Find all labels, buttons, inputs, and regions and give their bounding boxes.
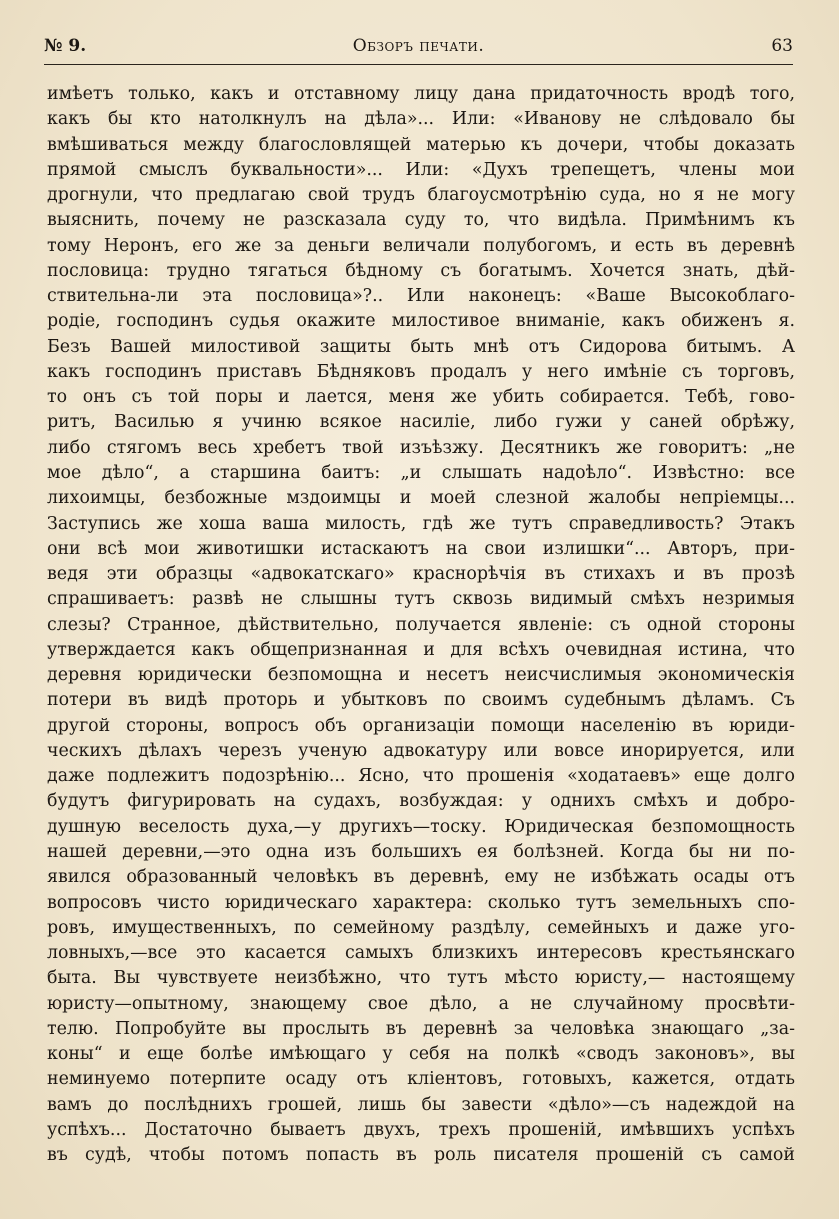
text-line: потери въ видѣ проторь и убытковъ по своимъ судебнымъ дѣламъ. Съ (47, 690, 795, 711)
page-header (44, 33, 793, 59)
text-line: выяснить, почему не разсказала суду то, что видѣла. Примѣнимъ къ (47, 210, 795, 231)
text-line: быта. Вы чувствуете неизбѣжно, что тутъ мѣсто юристу,— настоящему (47, 968, 795, 989)
text-line: вмѣшиваться между благословлящей матерью къ дочери, чтобы доказать (47, 134, 795, 155)
text-line: неминуемо потерпите осаду отъ кліентовъ, готовыхъ, кажется, отдать (47, 1069, 795, 1090)
text-line: даже подлежитъ подозрѣнію... Ясно, что прошенія «ходатаевъ» еще долго (47, 766, 795, 787)
text-line: явился образованный человѣкъ въ деревнѣ, ему не избѣжать осады отъ (47, 867, 795, 888)
text-line: прямой смыслъ буквальности»... Или: «Духъ трепещетъ, члены мои (47, 159, 795, 180)
text-line: лихоимцы, безбожные мздоимцы и моей слезной жалобы непріемцы... (47, 488, 795, 509)
text-line: какъ бы кто натолкнулъ на дѣла»... Или: «Иванову не слѣдовало бы (47, 109, 795, 130)
text-line: телю. Попробуйте вы прослыть въ деревнѣ за человѣка знающаго „за- (47, 1018, 795, 1039)
header-rule (44, 64, 793, 65)
text-line: Безъ Вашей милостивой защиты быть мнѣ отъ Сидорова битымъ. А (47, 336, 795, 357)
text-line: нашей деревни,—это одна изъ большихъ ея болѣзней. Когда бы ни по- (47, 841, 795, 862)
text-line: душную веселость духа,—у другихъ—тоску. Юридическая безпомощность (47, 816, 795, 837)
text-line: тому Неронъ, его же за деньги величали полубогомъ, и есть въ деревнѣ (47, 235, 795, 256)
text-line: въ судѣ, чтобы потомъ попасть въ роль писателя прошеній съ самой (47, 1145, 795, 1166)
running-title: Обзоръ печати. (352, 36, 485, 56)
text-line: деревня юридически безпомощна и несетъ неисчислимыя экономическія (47, 665, 795, 686)
text-line: ритъ, Василью я учиню всякое насиліе, либо гужи у саней обрѣжу, (47, 412, 795, 433)
text-line: спрашиваетъ: развѣ не слышны тутъ сквозь видимый смѣхъ незримыя (47, 589, 795, 610)
text-line: другой стороны, вопросъ объ организаціи помощи населенію въ юриди- (47, 715, 795, 736)
text-line: родіе, господинъ судья окажите милостивое вниманіе, какъ обиженъ я. (47, 311, 795, 332)
text-line: мое дѣло“, а старшина баитъ: „и слышать надоѣло“. Извѣстно: все (47, 462, 795, 483)
text-line: ческихъ дѣлахъ черезъ ученую адвокатуру или вовсе инорируется, или (47, 740, 795, 761)
text-line: вопросовъ чисто юридическаго характера: сколько тутъ земельныхъ спо- (47, 892, 795, 913)
text-line: коны“ и еще болѣе имѣющаго у себя на полкѣ «сводъ законовъ», вы (47, 1044, 795, 1065)
text-line: утверждается какъ общепризнанная и для всѣхъ очевидная истина, что (47, 639, 795, 660)
text-line: то онъ съ той поры и лается, меня же убить собирается. Тебѣ, гово- (47, 387, 795, 408)
text-line: ствительна-ли эта пословица»?.. Или наконецъ: «Ваше Высокоблаго- (47, 286, 795, 307)
text-line: ловныхъ,—все это касается самыхъ близкихъ интересовъ крестьянскаго (47, 943, 795, 964)
text-line: они всѣ мои животишки истаскаютъ на свои излишки“... Авторъ, при- (47, 538, 795, 559)
text-line: юристу—опытному, знающему свое дѣло, а не случайному просвѣти- (47, 993, 795, 1014)
text-line: вамъ до послѣднихъ грошей, лишь бы завести «дѣло»—съ надеждой на (47, 1094, 795, 1115)
text-line: имѣетъ только, какъ и отставному лицу дана придаточность вродѣ того, (47, 84, 795, 104)
text-line: будутъ фигурировать на судахъ, возбуждая: у однихъ смѣхъ и добро- (47, 791, 795, 812)
text-line: слезы? Странное, дѣйствительно, получается явленіе: съ одной стороны (47, 614, 795, 635)
page-number: 63 (771, 36, 793, 56)
text-line: дрогнули, что предлагаю свой трудъ благоусмотрѣнію суда, но я не могу (47, 185, 795, 206)
issue-number: № 9. (44, 36, 87, 56)
text-line: пословица: трудно тягаться бѣдному съ богатымъ. Хочется знать, дѣй- (47, 260, 795, 281)
text-line: либо стягомъ весь хребетъ твой изъѣзжу. Десятникъ же говоритъ: „не (47, 437, 795, 458)
text-line: успѣхъ... Достаточно бываетъ двухъ, трехъ прошеній, имѣвшихъ успѣхъ (47, 1119, 795, 1140)
text-line: ровъ, имущественныхъ, по семейному раздѣлу, семейныхъ и даже уго- (47, 917, 795, 938)
text-line: какъ господинъ приставъ Бѣдняковъ продалъ у него имѣніе съ торговъ, (47, 361, 795, 382)
body-text (47, 82, 795, 1168)
text-line: Заступись же хоша ваша милость, гдѣ же тутъ справедливость? Этакъ (47, 513, 795, 534)
text-line: ведя эти образцы «адвокатскаго» краснорѣчія въ стихахъ и въ прозѣ (47, 564, 795, 585)
